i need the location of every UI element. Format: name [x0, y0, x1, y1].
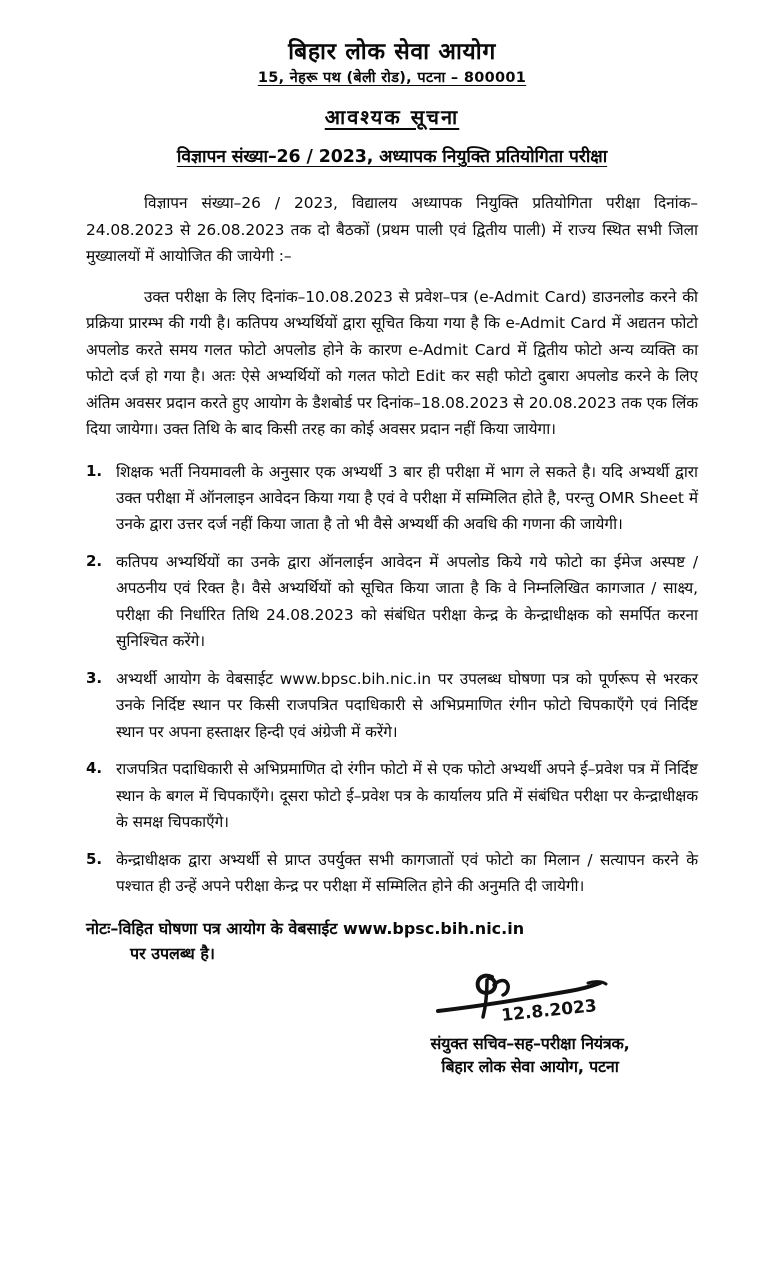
note-line-2: पर उपलब्ध है। [130, 944, 215, 964]
handwritten-signature-icon [420, 971, 640, 1033]
intro-paragraph-2: उक्त परीक्षा के लिए दिनांक–10.08.2023 से प्रवेश–पत्र (e-Admit Card) डाउनलोड करने की प्रक्रिया प्रारम्भ की गयी है। कतिपय अभ्यर्थियों द्वारा सूचित किया गया है कि e-Admit Card में अद्यतन फोटो अपलोड करते समय गलत फोटो अपलोड होने के कारण e-Admit Card में द्वितीय फोटो अन्य व्यक्ति का फोटो दर्ज हो गया है। अतः ऐसे अभ्यर्थियों को गलत फोटो Edit कर सही फोटो दुबारा अपलोड करने के लिए अंतिम अवसर प्रदान करते हुए आयोग के डैशबोर्ड पर दिनांक–18.08.2023 से 20.08.2023 तक एक लिंक दिया जायेगा। उक्त तिथि के बाद किसी तरह का कोई अवसर प्रदान नहीं किया जायेगा। [86, 287, 698, 439]
notice-instruction-list [86, 459, 698, 900]
list-item [86, 549, 698, 655]
list-item [86, 756, 698, 835]
note-line-1: नोटः–विहित घोषणा पत्र आयोग के वेबसाईट www.bpsc.bih.nic.in [86, 918, 525, 938]
list-item-text: कतिपय अभ्यर्थियों का उनके द्वारा ऑनलाईन आवेदन में अपलोड किये गये फोटो का ईमेज अस्पष्ट / अपठनीय एवं रिक्त है। वैसे अभ्यर्थियों को सूचित किया जाता है कि वे निम्नलिखित कागजात / साक्ष्य, परीक्षा की निर्धारित तिथि 24.08.2023 को संबंधित परीक्षा केन्द्र के केन्द्राधीक्षक को समर्पित करना सुनिश्चित करेंगे। [116, 552, 698, 651]
list-item-text: राजपत्रित पदाधिकारी से अभिप्रमाणित दो रंगीन फोटो में से एक फोटो अभ्यर्थी अपने ई–प्रवेश पत्र में निर्दिष्ट स्थान के बगल में चिपकाएँगे। दूसरा फोटो ई–प्रवेश पत्र के कार्यालय प्रति में संबंधित परीक्षा पर केन्द्राधीक्षक के समक्ष चिपकाएँगे। [116, 760, 698, 832]
signature-block [380, 971, 680, 1079]
organization-name: बिहार लोक सेवा आयोग [288, 39, 496, 65]
list-item-number: 3. [86, 668, 103, 687]
signatory-designation: संयुक्त सचिव–सह–परीक्षा नियंत्रक, [430, 1033, 630, 1053]
notice-kind-heading: आवश्यक सूचना [324, 105, 460, 130]
list-item-number: 1. [86, 461, 103, 480]
list-item-text: केन्द्राधीक्षक द्वारा अभ्यर्थी से प्राप्त उपर्युक्त सभी कागजातों एवं फोटो का मिलान / सत्यापन करने के पश्चात ही उन्हें अपने परीक्षा केन्द्र पर परीक्षा में सम्मिलित होने की अनुमति दी जायेगी। [116, 850, 698, 896]
note-block [86, 916, 698, 967]
advertisement-title: विज्ञापन संख्या–26 / 2023, अध्यापक नियुक्ति प्रतियोगिता परीक्षा [176, 147, 608, 168]
list-item-number: 2. [86, 551, 103, 570]
intro-paragraph-1: विज्ञापन संख्या–26 / 2023, विद्यालय अध्यापक नियुक्ति प्रतियोगिता परीक्षा दिनांक– 24.08.2023 से 26.08.2023 तक दो बैठकों (प्रथम पाली एवं द्वितीय पाली) में राज्य स्थित सभी जिला मुख्यालयों में आयोजित की जायेगी :– [86, 194, 698, 266]
signature-date-text: 12.8.2023 [500, 996, 598, 1026]
organization-address: 15, नेहरू पथ (बेली रोड), पटना – 800001 [257, 70, 527, 87]
list-item [86, 666, 698, 745]
list-item-number: 5. [86, 849, 103, 868]
list-item-number: 4. [86, 759, 103, 778]
signatory-organization: बिहार लोक सेवा आयोग, पटना [441, 1057, 619, 1077]
list-item-text: शिक्षक भर्ती नियमावली के अनुसार एक अभ्यर्थी 3 बार ही परीक्षा में भाग ले सकते है। यदि अभ्यर्थी द्वारा उक्त परीक्षा में ऑनलाइन आवेदन किया गया है एवं वे परीक्षा में सम्मिलित होते है, परन्तु OMR Sheet में उनके द्वारा उत्तर दर्ज नहीं किया जाता है तो भी वैसे अभ्यर्थी की अवधि की गणना की जायेगी। [116, 462, 698, 534]
list-item [86, 847, 698, 900]
list-item-text: अभ्यर्थी आयोग के वेबसाईट www.bpsc.bih.nic.in पर उपलब्ध घोषणा पत्र को पूर्णरूप से भरकर उनके निर्दिष्ट स्थान पर किसी राजपत्रित पदाधिकारी से अभिप्रमाणित रंगीन फोटो चिपकाएँगे एवं निर्दिष्ट स्थान पर अपना हस्ताक्षर हिन्दी एवं अंग्रेजी में करेंगे। [116, 669, 698, 741]
list-item [86, 459, 698, 538]
